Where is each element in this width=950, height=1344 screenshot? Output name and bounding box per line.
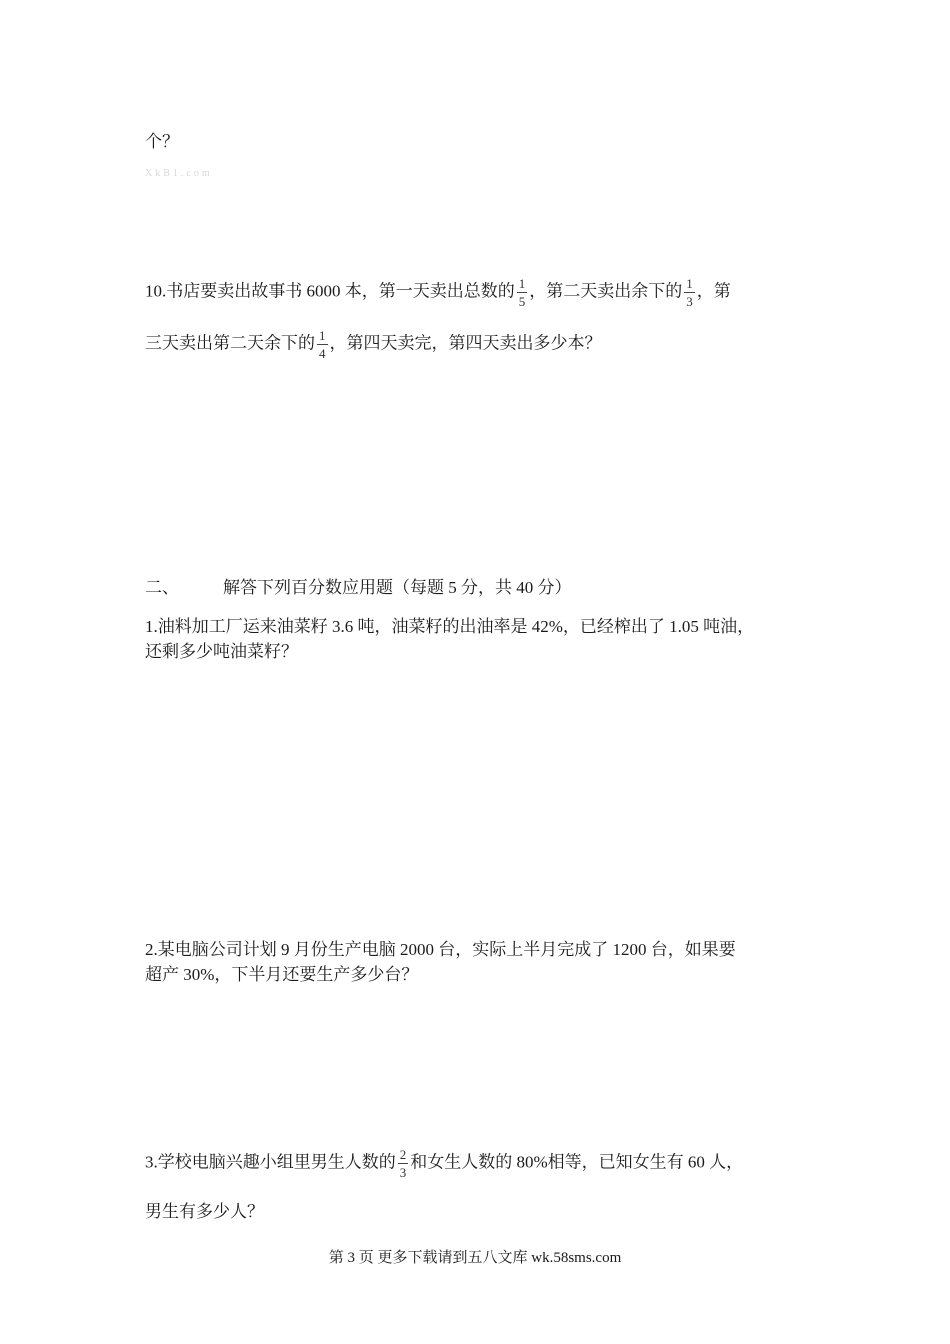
q10-text-b: ，第二天卖出余下的 xyxy=(529,281,683,301)
continuation-text: 个？ xyxy=(145,132,179,151)
q10-line2 xyxy=(145,328,602,361)
section-title: 解答下列百分数应用题（每题 5 分，共 40 分） xyxy=(223,578,572,597)
p3-line1 xyxy=(145,1147,743,1180)
watermark: XkB1.com xyxy=(145,168,213,179)
q10-text-e: ，第四天卖完，第四天卖出多少本？ xyxy=(329,333,602,353)
q10-text-d: 三天卖出第二天余下的 xyxy=(145,333,315,353)
p1-line1: 1.油料加工厂运来油菜籽 3.6 吨，油菜籽的出油率是 42%，已经榨出了 1.05 吨油， xyxy=(145,617,755,636)
section-heading xyxy=(145,573,572,598)
fraction-two-thirds: $\frac{2}{3}$ xyxy=(399,1147,407,1180)
p2-line2: 超产 30%，下半月还要生产多少台？ xyxy=(145,965,419,984)
fraction-one-third: $\frac{1}{3}$ xyxy=(686,276,693,309)
q10-line1 xyxy=(145,276,731,309)
p3-text-a: 3.学校电脑兴趣小组里男生人数的 xyxy=(145,1152,396,1172)
p1-line2: 还剩多少吨油菜籽？ xyxy=(145,642,298,661)
p3-line2: 男生有多少人？ xyxy=(145,1202,264,1221)
section-number: 二、 xyxy=(145,578,179,597)
fraction-one-fourth: $\frac{1}{4}$ xyxy=(319,328,326,361)
p3-text-b: 和女生人数的 80%相等，已知女生有 60 人， xyxy=(410,1152,744,1172)
fraction-one-fifth: $\frac{1}{5}$ xyxy=(518,276,526,309)
page-footer: 第 3 页 更多下载请到五八文库 wk.58sms.com xyxy=(328,1250,622,1266)
p2-line1: 2.某电脑公司计划 9 月份生产电脑 2000 台，实际上半月完成了 1200 台，如果要 xyxy=(145,940,736,959)
q10-text-a: 10.书店要卖出故事书 6000 本，第一天卖出总数的 xyxy=(145,281,515,301)
q10-text-c: ，第 xyxy=(696,281,731,301)
